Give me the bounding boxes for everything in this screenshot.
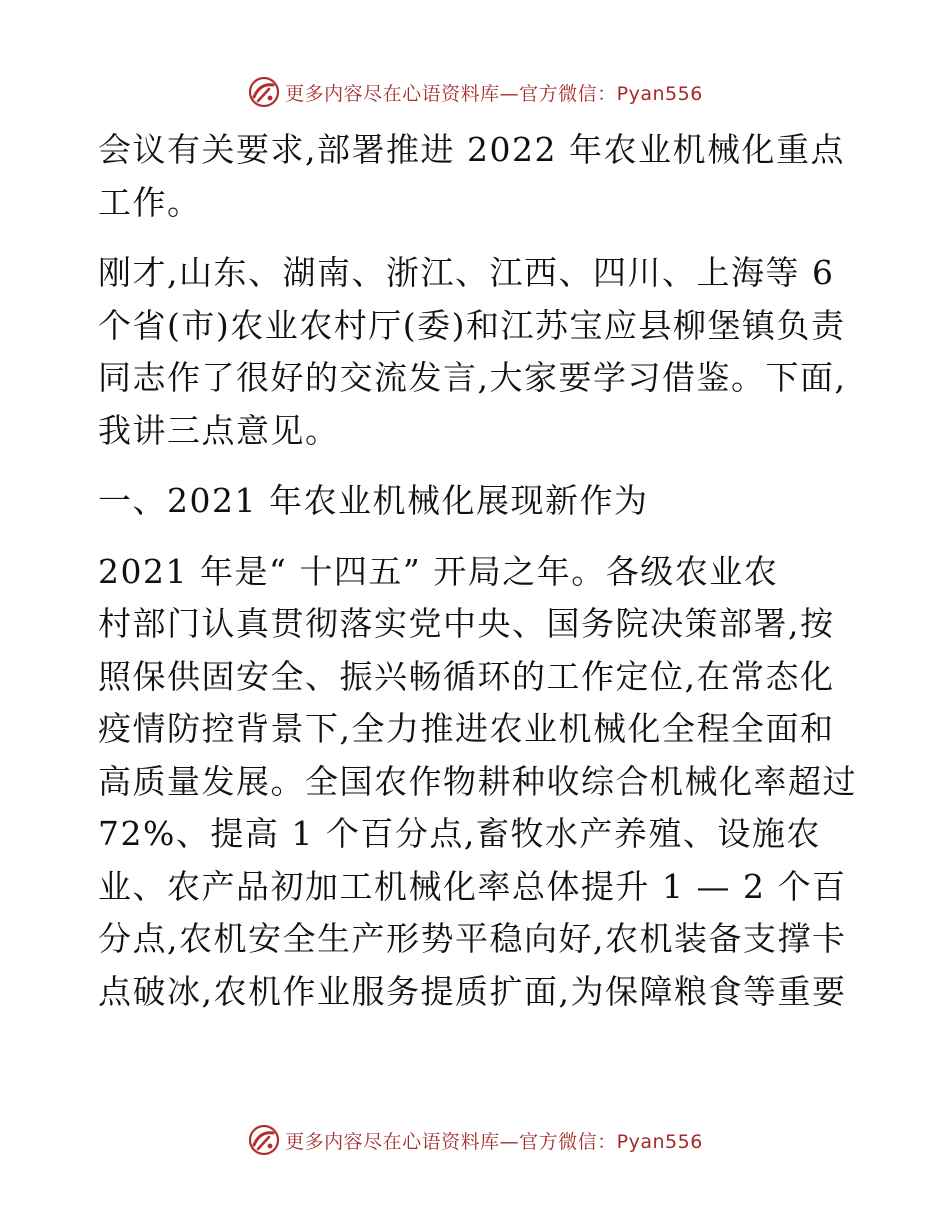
text-line: 个省(市)农业农村厅(委)和江苏宝应县柳堡镇负责	[98, 305, 846, 345]
red-seal-logo-icon	[247, 75, 281, 109]
text-line: 会议有关要求,部署推进 2022 年农业机械化重点	[98, 130, 845, 169]
text-line: 我讲三点意见。	[98, 410, 340, 450]
text-line: 高质量发展。全国农作物耕种收综合机械化率超过	[98, 761, 857, 801]
heading-line: 一、2021 年农业机械化展现新作为	[98, 481, 649, 520]
red-seal-logo-icon	[247, 1123, 281, 1157]
text-line: 2021 年是“ 十四五” 开局之年。各级农业农	[98, 551, 779, 591]
header-watermark-text: 更多内容尽在心语资料库—官方微信：Pyan556	[285, 82, 703, 105]
section-heading	[98, 475, 858, 528]
text-line: 刚才,山东、湖南、浙江、江西、四川、上海等 6	[98, 253, 835, 292]
header-watermark-banner	[0, 72, 950, 112]
paragraph-1	[98, 124, 858, 229]
text-line: 同志作了很好的交流发言,大家要学习借鉴。下面,	[98, 358, 847, 397]
footer-watermark-banner	[0, 1120, 950, 1160]
text-line: 业、农产品初加工机械化率总体提升 1 — 2 个百	[98, 866, 847, 906]
text-line: 工作。	[98, 182, 202, 222]
paragraph-3	[98, 546, 858, 1019]
text-line: 72%、提高 1 个百分点,畜牧水产养殖、设施农	[98, 814, 821, 853]
document-body	[98, 124, 858, 1018]
text-line: 分点,农机安全生产形势平稳向好,农机装备支撑卡	[98, 919, 847, 958]
text-line: 村部门认真贯彻落实党中央、国务院决策部署,按	[98, 604, 835, 643]
paragraph-2	[98, 247, 858, 457]
text-line: 照保供固安全、振兴畅循环的工作定位,在常态化	[98, 656, 835, 696]
text-line: 疫情防控背景下,全力推进农业机械化全程全面和	[98, 709, 835, 748]
footer-watermark-text: 更多内容尽在心语资料库—官方微信：Pyan556	[285, 1130, 703, 1153]
text-line: 点破冰,农机作业服务提质扩面,为保障粮食等重要	[98, 971, 847, 1011]
